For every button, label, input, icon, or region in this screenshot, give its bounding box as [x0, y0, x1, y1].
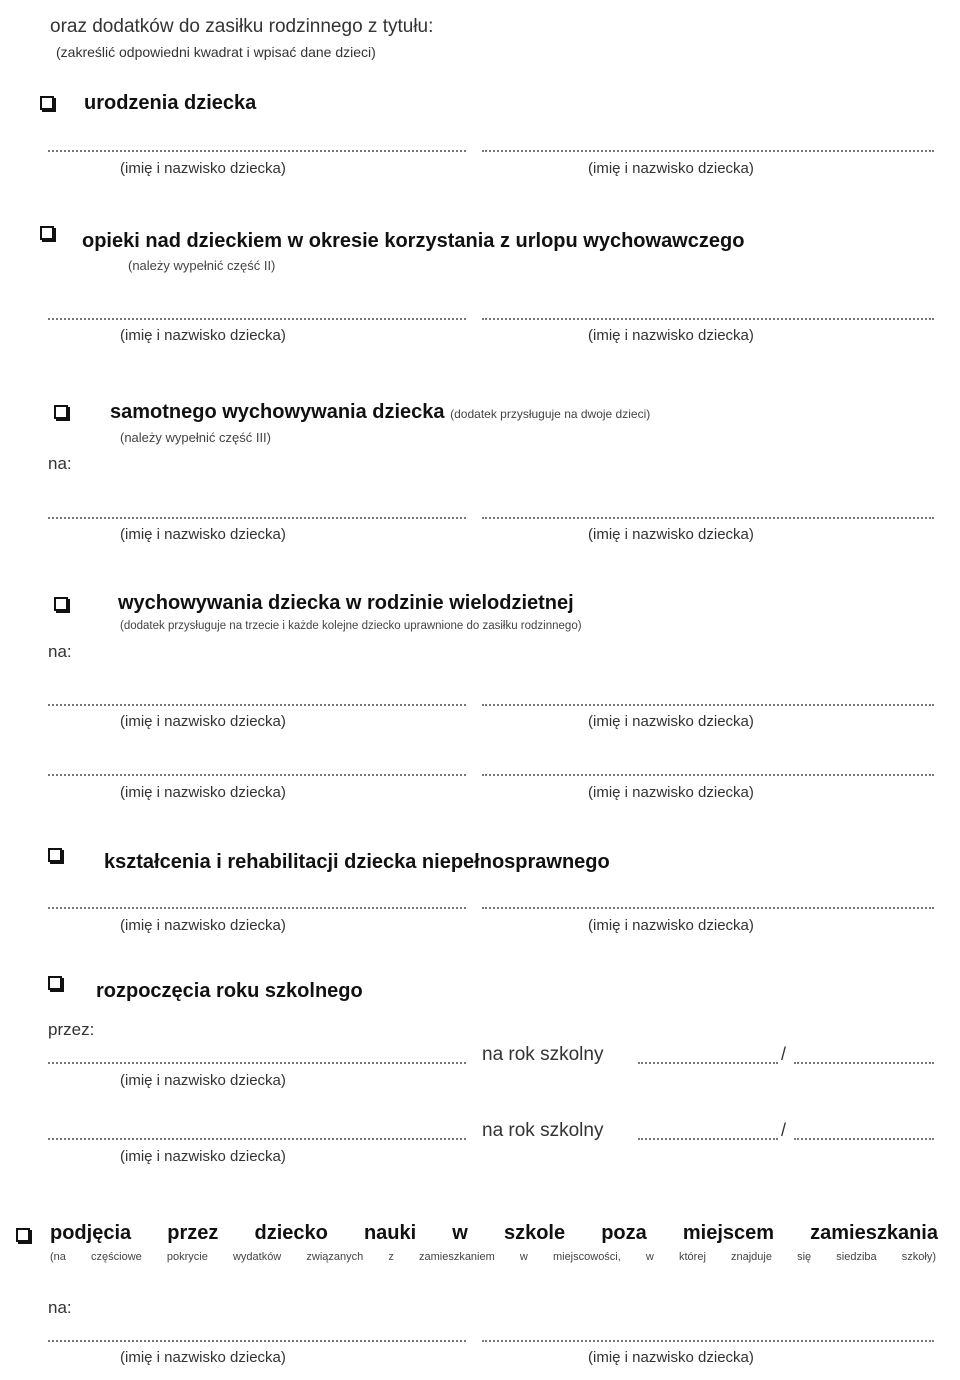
child-name-caption: (imię i nazwisko dziecka) — [120, 1148, 286, 1165]
child-name-line[interactable] — [482, 774, 934, 776]
school-away-note: (na częściowe pokrycie wydatków związanych z zamieszkaniem w miejscowości, w której znajduje się siedziba szkoły) — [50, 1251, 936, 1263]
child-name-caption: (imię i nazwisko dziecka) — [120, 917, 286, 934]
birth-checkbox[interactable] — [40, 96, 54, 110]
large-family-note: (dodatek przysługuje na trzecie i każde kolejne dziecko uprawnione do zasiłku rodzinnego) — [120, 620, 582, 632]
child-name-caption: (imię i nazwisko dziecka) — [588, 160, 754, 177]
child-name-line[interactable] — [48, 1062, 466, 1064]
school-year-to-line[interactable] — [794, 1138, 934, 1140]
school-year-slash: / — [781, 1044, 787, 1064]
school-year-to-line[interactable] — [794, 1062, 934, 1064]
school-year-from-line[interactable] — [638, 1138, 778, 1140]
intro-title: oraz dodatków do zasiłku rodzinnego z tytułu: — [50, 16, 434, 37]
single-parent-checkbox[interactable] — [54, 405, 68, 419]
child-name-caption: (imię i nazwisko dziecka) — [588, 713, 754, 730]
school-start-heading: rozpoczęcia roku szkolnego — [96, 980, 363, 1002]
child-name-caption: (imię i nazwisko dziecka) — [120, 160, 286, 177]
disabled-child-checkbox[interactable] — [48, 848, 62, 862]
disabled-child-heading: kształcenia i rehabilitacji dziecka niepełnosprawnego — [104, 851, 610, 873]
child-name-line[interactable] — [482, 150, 934, 152]
care-note: (należy wypełnić część II) — [128, 258, 276, 273]
child-name-caption: (imię i nazwisko dziecka) — [588, 784, 754, 801]
child-name-caption: (imię i nazwisko dziecka) — [120, 327, 286, 344]
child-name-caption: (imię i nazwisko dziecka) — [588, 526, 754, 543]
na-label: na: — [48, 454, 72, 473]
single-parent-heading — [110, 401, 650, 424]
child-name-line[interactable] — [482, 907, 934, 909]
child-name-caption: (imię i nazwisko dziecka) — [588, 327, 754, 344]
single-parent-heading-text: samotnego wychowywania dziecka — [110, 401, 445, 423]
child-name-caption: (imię i nazwisko dziecka) — [120, 1349, 286, 1366]
child-name-line[interactable] — [482, 318, 934, 320]
school-year-label: na rok szkolny — [482, 1044, 604, 1065]
child-name-line[interactable] — [482, 1340, 934, 1342]
school-year-label: na rok szkolny — [482, 1120, 604, 1141]
przez-label: przez: — [48, 1020, 95, 1039]
school-away-checkbox[interactable] — [16, 1228, 30, 1242]
child-name-line[interactable] — [48, 1138, 466, 1140]
child-name-line[interactable] — [48, 517, 466, 519]
school-year-slash: / — [781, 1120, 787, 1140]
child-name-line[interactable] — [48, 907, 466, 909]
child-name-line[interactable] — [48, 318, 466, 320]
large-family-heading: wychowywania dziecka w rodzinie wielodzietnej — [118, 592, 574, 614]
child-name-line[interactable] — [48, 704, 466, 706]
child-name-caption: (imię i nazwisko dziecka) — [588, 1349, 754, 1366]
child-name-caption: (imię i nazwisko dziecka) — [120, 784, 286, 801]
birth-heading: urodzenia dziecka — [84, 92, 257, 114]
na-label: na: — [48, 1298, 72, 1317]
child-name-line[interactable] — [482, 517, 934, 519]
child-name-line[interactable] — [482, 704, 934, 706]
school-away-heading: podjęcia przez dziecko nauki w szkole poza miejscem zamieszkania — [50, 1222, 938, 1244]
child-name-caption: (imię i nazwisko dziecka) — [120, 1072, 286, 1089]
child-name-caption: (imię i nazwisko dziecka) — [120, 526, 286, 543]
child-name-line[interactable] — [48, 774, 466, 776]
child-name-line[interactable] — [48, 1340, 466, 1342]
single-parent-note: (należy wypełnić część III) — [120, 430, 271, 445]
school-start-checkbox[interactable] — [48, 976, 62, 990]
single-parent-heading-note: (dodatek przysługuje na dwoje dzieci) — [450, 407, 651, 421]
care-checkbox[interactable] — [40, 226, 54, 240]
child-name-caption: (imię i nazwisko dziecka) — [120, 713, 286, 730]
child-name-caption: (imię i nazwisko dziecka) — [588, 917, 754, 934]
school-year-from-line[interactable] — [638, 1062, 778, 1064]
intro-note: (zakreślić odpowiedni kwadrat i wpisać dane dzieci) — [56, 44, 376, 60]
care-heading: opieki nad dzieckiem w okresie korzystania z urlopu wychowawczego — [82, 230, 745, 252]
child-name-line[interactable] — [48, 150, 466, 152]
large-family-checkbox[interactable] — [54, 597, 68, 611]
na-label: na: — [48, 642, 72, 661]
